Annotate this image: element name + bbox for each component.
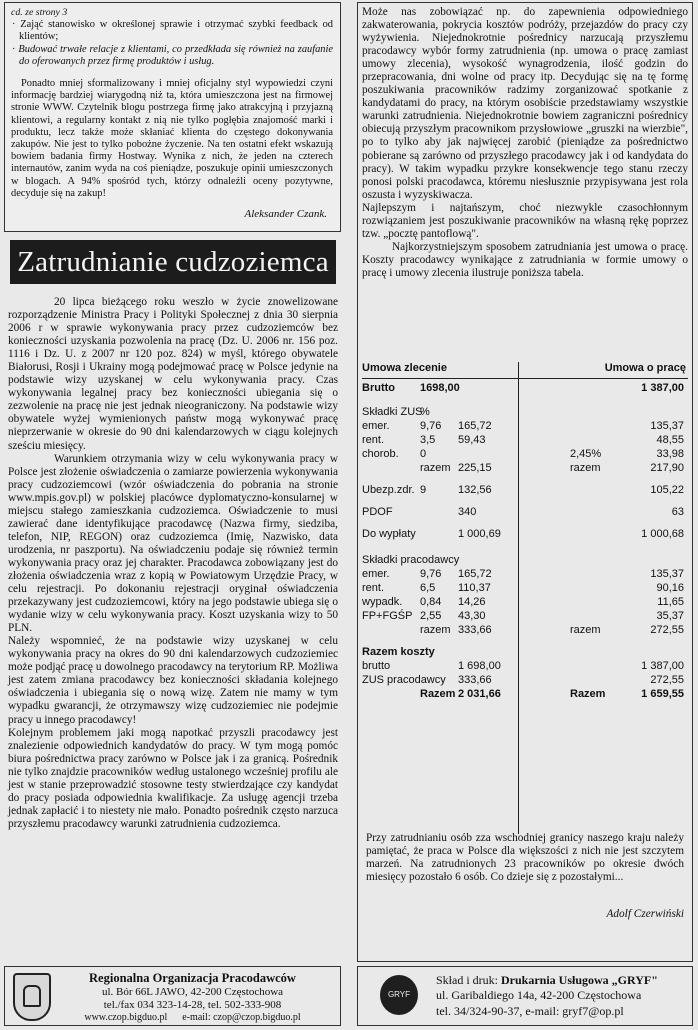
table-row [362,420,688,434]
table-cell: 333,66 [458,624,492,636]
table-cell: rent. [362,582,385,594]
table-cell: 35,37 [656,610,684,622]
org-name: Regionalna Organizacja Pracodawców [89,971,296,985]
printer-line: Skład i druk: Drukarnia Usługowa „GRYF" [436,973,658,987]
paragraph: Należy wspomnieć, że na podstawie wizy uzyskanej w celu wykonywania pracy na okres do 90 dni kalendarzowych cudzoziemiec może podjąć pracę u dowolnego pracodawcy na terytorium RP. Możliwa jest zatem zmiana pracodawcy bez konieczności składania kolejnego oświadczenia i ubiegania się o nową wizę. Zatem nie mamy w tym wypadku gwarancji, że otrzymawszy wizę cudzoziemiec nie podejmie pracy u innego pracodawcy! [8,635,338,726]
table-cell: 1 387,00 [641,660,684,672]
table-cell: 0 [420,448,427,460]
table-cell: 1 659,55 [641,688,684,700]
paragraph: 20 lipca bieżącego roku weszło w życie znowelizowane rozporządzenie Ministra Pracy i Polityki Społecznej z dnia 30 sierpnia 2006 r w sprawie wykonywania pracy przez cudzoziemców bez konieczności uzyskania pozwolenia na pracę (Dz. U. 2006 nr. 156 poz. 1116 i Dz. U. z 2007 nr 120 poz. 824) w myśl, którego obywatele Białorusi, Rosji i Ukrainy mogą podejmować pracę w Polsce jedynie na podstawie wizy uzyskanej w celu wykonywania pracy. Czas wykonywania legalnej pracy bez konieczności ubiegania się o zezwolenie na pracę nie jest jednak nieograniczony. Na podstawie wizy obywatele wyżej wymienionych państw mogą wykonywać pracę nieprzerwanie w okresie do 90 dni kalendarzowych w ciągu kolejnych sześciu miesięcy. [8,296,338,452]
table-cell: Razem [570,688,606,700]
bullet-item: · Budować trwałe relacje z klientami, co przedkłada się również na zaufanie do oferowanych przez firmę produktów i usług. [12,43,333,67]
top-paragraph: Ponadto mniej sformalizowany i mniej oficjalny styl wypowiedzi czyni informację bardziej wiarygodną niż ta, która umieszczona jest na firmowej stronie WWW. Czytelnik blogu postrzega firmę jako atrakcyjną i przyjazną klientowi, a regularny kontakt z nią nie tylko pogłębia znajomość marki i produktu, lecz także może skłaniać klienta do częstego dokonywania zakupów. Nie jest to tylko pobożne życzenie. Na ten ostatni efekt wskazują bowiem badania firmy Hostway. Wynika z nich, że jeden na czterech internautów, zanim wyda na coś pieniądze, poszukuje opinii umieszczonych w blogach. A 94% spośród tych, którzy odnaleźli oceny pozytywne, decyduje się na zakup! [11,78,333,199]
footer-right [357,966,693,1026]
footer-left [4,966,341,1026]
table-rule [362,378,688,379]
table-cell: FP+FGŚP [362,610,413,622]
table-cell: 63 [671,506,684,518]
table-cell: rent. [362,434,385,446]
table-cell: Razem [420,688,456,700]
table-cell: 135,37 [650,568,684,580]
table-cell: Ubezp.zdr. [362,484,415,496]
top-article-box [4,2,341,232]
table-cell: 1 000,69 [458,528,501,540]
table-cell: 59,43 [458,434,486,446]
table-cell: 9 [420,484,427,496]
table-cell: 1698,00 [420,382,460,394]
paragraph: Może nas zobowiązać np. do zapewnienia odpowiedniego zakwaterowania, pokrycia kosztów podróży, przejazdów do pracy czy wyżywienia. Niejednokrotnie pośrednicy narzucają przyszłemu pracodawcy wybór formy zatrudnienia (np. umowa o pracę zamiast umowy zlecenia), wysokość wynagrodzenia, ilość godzin do przepracowania, dni wolne od pracy itp. Decydując się na tę formę poszukiwania pracowników radzimy zorganizować spotkanie z kandydatami do pracy, na którym osobiście przedstawiamy wszystkie warunki zatrudnienia. Niejednokrotnie bowiem zagraniczni pośrednicy obiecują przyszłym pracownikom przysłowiowe „gruszki na wierzbie", po to tylko aby jak najwięcej zarobić (pieniądze za pośrednictwo pobierane są zarówno od przyszłego pracodawcy jak i od kandydata do pracy). W takim wypadku przykre konsekwencje tego stanu rzeczy ponosi polski pracodawca, któremu niesłusznie przypisywana jest rola oszusta i wyzyskiwacza. [362,6,688,201]
table-cell: 14,26 [458,596,486,608]
table-cell: chorob. [362,448,399,460]
table-cell: razem [570,462,601,474]
paragraph: Najkorzystniejszym sposobem zatrudniania jest umowa o pracę. Koszty pracodawcy wynikające z zatrudniania w formie umowy o pracę i umowy zlecenia ilustruje poniższa tabela. [362,240,688,279]
table-row [362,624,688,638]
table-row [362,434,688,448]
table-row [362,674,688,688]
table-header [362,362,688,382]
printer-contact: tel. 34/324-90-37, e-mail: gryf7@op.pl [436,1004,624,1018]
table-cell: emer. [362,568,390,580]
table-cell: razem [420,624,451,636]
table-row [362,554,688,568]
table-row [362,406,688,420]
continued-note: cd. ze strony 3 [11,7,68,18]
table-row [362,646,688,660]
table-cell: 272,55 [650,674,684,686]
table-cell: 9,76 [420,420,442,432]
printer-address: ul. Garibaldiego 14a, 42-200 Częstochowa [436,988,642,1002]
table-cell: 2 031,66 [458,688,501,700]
article-title-banner: Zatrudnianie cudzoziemca [10,240,336,284]
closing-paragraph: Przy zatrudnianiu osób zza wschodniej granicy naszego kraju należy pamiętać, że praca w Polsce dla większości z nich nie jest szczytem marzeń. Na zatrudnionych 23 pracowników po okresie dwóch miesięcy pozostało 6 osób. Co dzieje się z pozostałymi... [366,832,684,884]
table-cell: 165,72 [458,568,492,580]
top-author: Aleksander Czank. [244,208,327,221]
table-row [362,660,688,674]
bullet-item: · Zająć stanowisko w określonej sprawie i otrzymać szybki feedback od klientów; [12,19,333,43]
table-cell: 6,5 [420,582,436,594]
table-cell: 333,66 [458,674,492,686]
paragraph: Warunkiem otrzymania wizy w celu wykonywania pracy w Polsce jest złożenie oświadczenia o zamiarze powierzenia wykonywania pracy cudzoziemcowi (wzór oświadczenia do pobrania na stronie www.mpis.gov.pl) w polskiej placówce dyplomatyczno-konsularnej w miejscu stałego zamieszkania cudzoziemca. Oświadczenie to musi zawierać dane identyfikujące pracodawcę (Nazwa firmy, siedziba, telefon, NIP, REGON) oraz cudzoziemca (Imię, Nazwisko, data urodzenia, nr paszportu). Na oświadczeniu podaje się również termin wykonywania pracy oraz jej charakter. Pracodawca zobowiązany jest do złożenia oświadczenia wraz z kopią w Powiatowym Urzędzie Pracy, w celu rejestracji. Po dokonaniu rejestracji oryginał oświadczenia przekazywany jest cudzoziemcowi, który na jego podstawie ubiega się o wydanie wizy w celu wykonywania pracy. Koszt uzyskania wizy to 50 PLN. [8,452,338,635]
paragraph: Kolejnym problemem jaki mogą napotkać przyszli pracodawcy jest znalezienie odpowiednich kandydatów do pracy. W tym mogą pomóc biura pośrednictwa pracy zarówno w Polsce jak i za granicą. Pośrednik nie tylko znajdzie pracowników według ustalonego wcześniej profilu ale jest w stanie przeprowadzić stosowne testy stwierdzające czy kandydat do pracy posiada odpowiednia kwalifikacje. Za usługę agencji trzeba jednak zapłacić i to niestety nie mało. Ponadto pośrednik często narzuca przyszłemu pracodawcy warunki zatrudnienia cudzoziemca. [8,726,338,830]
table-cell: 2,45% [570,448,602,460]
table-divider [518,362,519,834]
table-row [362,462,688,476]
org-address: ul. Bór 66L JAWO, 42-200 Częstochowa [101,986,284,998]
table-cell: 105,22 [650,484,684,496]
table-cell: razem [420,462,451,474]
table-cell: 225,15 [458,462,492,474]
left-article-body [8,296,338,831]
table-cell: 135,37 [650,420,684,432]
table-head-left: Umowa zlecenie [362,362,447,374]
gryf-logo-icon: GRYF [380,975,418,1015]
table-cell: emer. [362,420,390,432]
right-author: Adolf Czerwiński [606,908,684,920]
table-cell: 1 000,68 [641,528,684,540]
table-cell: 110,37 [458,582,491,594]
table-cell: Brutto [362,382,395,394]
table-cell: % [420,406,430,418]
table-row [362,448,688,462]
table-cell: 272,55 [650,624,684,636]
org-web: www.czop.bigduo.pl e-mail: czop@czop.bigduo.pl [84,1012,301,1023]
paragraph: Najlepszym i najtańszym, choć niezwykle czasochłonnym rozwiązaniem jest poszukiwanie pracowników na własną rękę poprzez tzw. „pocztę pantoflową". [362,201,688,240]
table-cell: 48,55 [656,434,684,446]
table-cell: Składki pracodawcy [362,554,460,566]
table-cell: 1 698,00 [458,660,501,672]
table-row [362,382,688,396]
table-cell: 43,30 [458,610,486,622]
table-cell: 11,65 [657,596,684,608]
table-cell: Razem koszty [362,646,435,658]
table-cell: brutto [362,660,391,672]
table-row [362,568,688,582]
table-cell: ZUS pracodawcy [362,674,446,686]
right-article-body [362,6,688,280]
org-phone: tel./fax 034 323-14-28, tel. 502-333-908 [103,999,282,1011]
table-cell: PDOF [362,506,393,518]
table-row [362,610,688,624]
table-cell: Do wypłaty [362,528,416,540]
coat-of-arms-icon [13,973,51,1021]
table-cell: 2,55 [420,610,442,622]
table-cell: Składki ZUS [362,406,423,418]
table-cell: 165,72 [458,420,492,432]
table-cell: 0,84 [420,596,442,608]
table-row [362,596,688,610]
table-rows [362,382,688,702]
table-cell: 90,16 [656,582,684,594]
table-cell: 33,98 [656,448,684,460]
table-cell: wypadk. [362,596,403,608]
cost-table [362,362,688,702]
table-cell: 132,56 [458,484,492,496]
table-row [362,506,688,520]
table-row [362,528,688,542]
table-cell: 217,90 [650,462,684,474]
table-cell: razem [570,624,601,636]
table-row [362,688,688,702]
table-head-right: Umowa o pracę [604,362,686,374]
table-row [362,484,688,498]
table-cell: 340 [458,506,477,518]
table-cell: 3,5 [420,434,436,446]
table-row [362,582,688,596]
table-cell: 9,76 [420,568,442,580]
table-cell: 1 387,00 [641,382,684,394]
